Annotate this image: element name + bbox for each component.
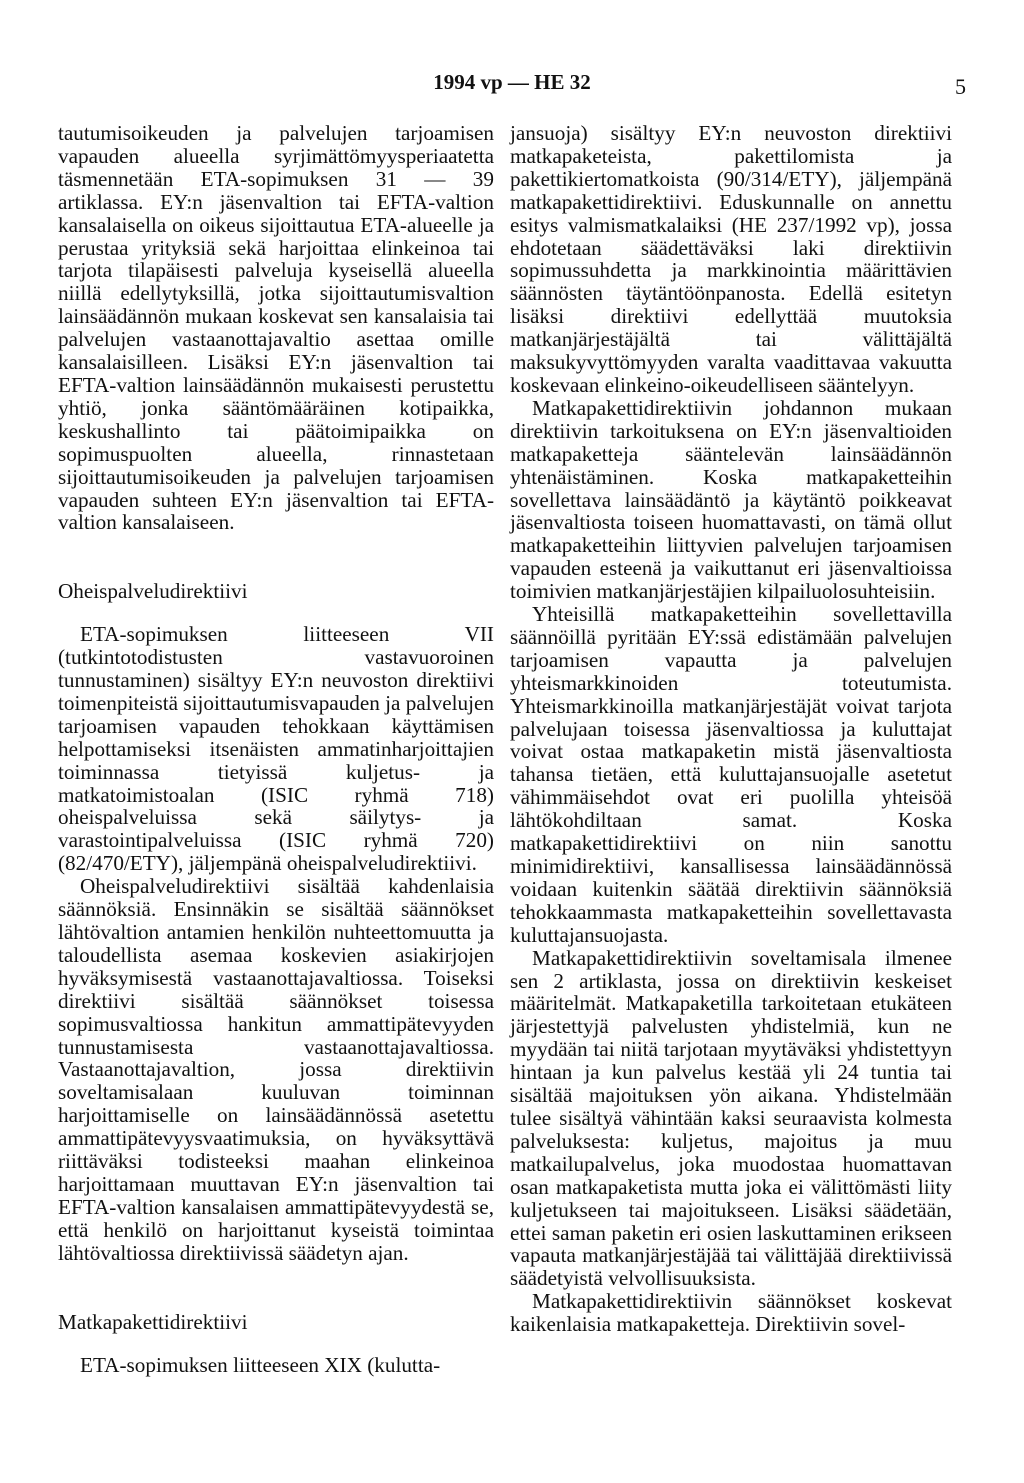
body-paragraph: ETA-sopimuksen liitteeseen VII (tutkintotodistusten vastavuoroinen tunnustaminen) sisältyy EY:n neuvoston direktiivi toimenpiteistä sijoittautumisvapauden ja palvelujen tarjoamisen vapauden tehokkaan käyttämisen helpottamiseksi itsenäisten ammatinharjoittajien toiminnassa tietyissä kuljetus- ja matkatoimistoalan (ISIC ryhmä 718) oheispalveluissa sekä säilytys- ja varastointipalveluissa (ISIC ryhmä 720) (82/470/ETY), jäljempänä oheispalveludirektiivi.	[58, 622, 495, 876]
section-heading-matkapakettidirektiivi: Matkapakettidirektiivi	[58, 1309, 248, 1334]
left-column	[58, 122, 494, 1376]
running-head: 1994 vp — HE 32	[433, 70, 591, 94]
body-paragraph: tautumisoikeuden ja palvelujen tarjoamisen vapauden alueella syrjimättömyysperiaatetta täsmennetään ETA-sopimuksen 31 — 39 artiklassa. EY:n jäsenvaltion tai EFTA-valtion kansalaisella on oikeus sijoittautua ETA-alueelle ja perustaa yrityksiä sekä harjoittaa elinkeinoa tai tarjota tilapäisesti palveluja kyseisellä alueella niillä edellytyksillä, jotka sijoittautumisvaltion lainsäädännön mukaan koskevat sen kansalaisia tai palvelujen vastaanottajavaltio asettaa omille kansalaisilleen. Lisäksi EY:n jäsenvaltion tai EFTA-valtion lainsäädännön mukaisesti perustettu yhtiö, jonka sääntömääräinen kotipaikka, keskushallinto tai päätoimipaikka on sopimuspuolten alueella, rinnastetaan sijoittautumisoikeuden ja palvelujen tarjoamisen vapauden suhteen EY:n jäsenvaltion tai EFTA-valtion kansalaiseen.	[58, 121, 494, 535]
body-paragraph: Matkapakettidirektiivin soveltamisala ilmenee sen 2 artiklasta, jossa on direktiivin keskeiset määritelmät. Matkapaketilla tarkoitetaan etukäteen järjestettyjä palvelusten yhdistelmiä, kun ne myydään tai niitä tarjotaan myytäväksi yhdistettyyn hintaan ja kun palvelus kestää yli 24 tuntia tai sisältää majoituksen yön aikana. Yhdistelmään tulee sisältyä vähintään kaksi seuraavista kolmesta palveluksesta: kuljetus, majoitus ja muu matkailupalvelus, joka muodostaa huomattavan osan matkapaketista mutta joka ei välittömästi liity kuljetukseen tai majoitukseen. Lisäksi säädetään, ettei saman paketin eri osien laskuttaminen erikseen vapauta matkanjärjestäjää tai välittäjää direktiivissä säädetyistä velvollisuuksista.	[510, 945, 952, 1291]
body-paragraph: Oheispalveludirektiivi sisältää kahdenlaisia säännöksiä. Ensinnäkin se sisältää säännökset lähtövaltion antamien henkilön nuhteettomuutta ja taloudellista asemaa koskevien asiakirjojen hyväksymisestä vastaanottajavaltiossa. Toiseksi direktiivi sisältää säännökset toisessa sopimusvaltiossa hankitun ammattipätevyyden tunnustamisesta vastaanottajavaltiossa. Vastaanottajavaltion, jossa direktiivin soveltamisalaan kuuluvan toiminnan harjoittamiselle on lainsäädännössä asetettu ammattipätevyysvaatimuksia, on hyväksyttävä riittäväksi todisteeksi maahan elinkeinoa harjoittamaan muuttavan EY:n jäsenvaltion tai EFTA-valtion kansalaisen ammattipätevyydestä se, että henkilö on harjoittanut kyseistä toimintaa lähtövaltiossa direktiivissä säädetyn ajan.	[58, 874, 494, 1265]
page-number: 5	[955, 74, 966, 99]
body-paragraph: Yhteisillä matkapaketteihin sovellettavilla säännöillä pyritään EY:ssä edistämään palvelujen tarjoamisen vapautta ja palvelujen yhteismarkkinoiden toteutumista. Yhteismarkkinoilla matkanjärjestäjät voivat tarjota palvelujaan toisessa jäsenvaltiossa ja kuluttajat voivat ostaa matkapaketin mistä jäsenvaltiosta tahansa tietäen, että kuluttajansuojalle asetetut vähimmäisehdot ovat eri puolilla yhteisöä lähtökohdiltaan samat. Koska matkapakettidirektiivi on niin sanottu minimidirektiivi, kansallisessa lainsäädännössä voidaan kuitenkin säätää direktiivin säännöksiä tehokkaammasta matkapaketteihin sovellettavasta kuluttajansuojasta.	[510, 602, 952, 947]
right-column	[510, 122, 952, 1336]
body-paragraph: jansuoja) sisältyy EY:n neuvoston direktiivi matkapaketeista, pakettilomista ja pakettikiertomatkoista (90/314/ETY), jäljempänä matkapakettidirektiivi. Eduskunnalle on annettu esitys valmismatkalaiksi (HE 237/1992 vp), jossa ehdotetaan säädettäväksi laki direktiivin sopimussuhdetta ja markkinointia määrittävien säännösten täytäntöönpanosta. Edellä esitetyn lisäksi direktiivi edellyttää muutoksia matkanjärjestäjältä tai välittäjältä maksukyvyttömyyden varalta vaadittavaa vakuutta koskevaan elinkeino-oikeudelliseen sääntelyyn.	[510, 121, 952, 397]
body-paragraph: Matkapakettidirektiivin johdannon mukaan direktiivin tarkoituksena on EY:n jäsenvaltioiden matkapaketteja sääntelevän lainsäädännön yhtenäistäminen. Koska matkapaketteihin sovellettava lainsäädäntö ja käytäntö poikkeavat jäsenvaltiosta toiseen huomattavasti, on tämä ollut matkapaketteihin liittyvien palvelujen tarjoamisen vapauden esteenä ja vaikuttanut eri jäsenvaltioissa toimivien matkanjärjestäjien kilpailuolosuhteisiin.	[510, 395, 952, 604]
body-paragraph: Matkapakettidirektiivin säännökset koskevat kaikenlaisia matkapaketteja. Direktiivin sovel-	[510, 1289, 952, 1337]
section-heading-oheispalveludirektiivi: Oheispalveludirektiivi	[58, 579, 248, 604]
body-paragraph: ETA-sopimuksen liitteeseen XIX (kulutta-	[80, 1352, 441, 1377]
page-header	[0, 70, 1024, 102]
